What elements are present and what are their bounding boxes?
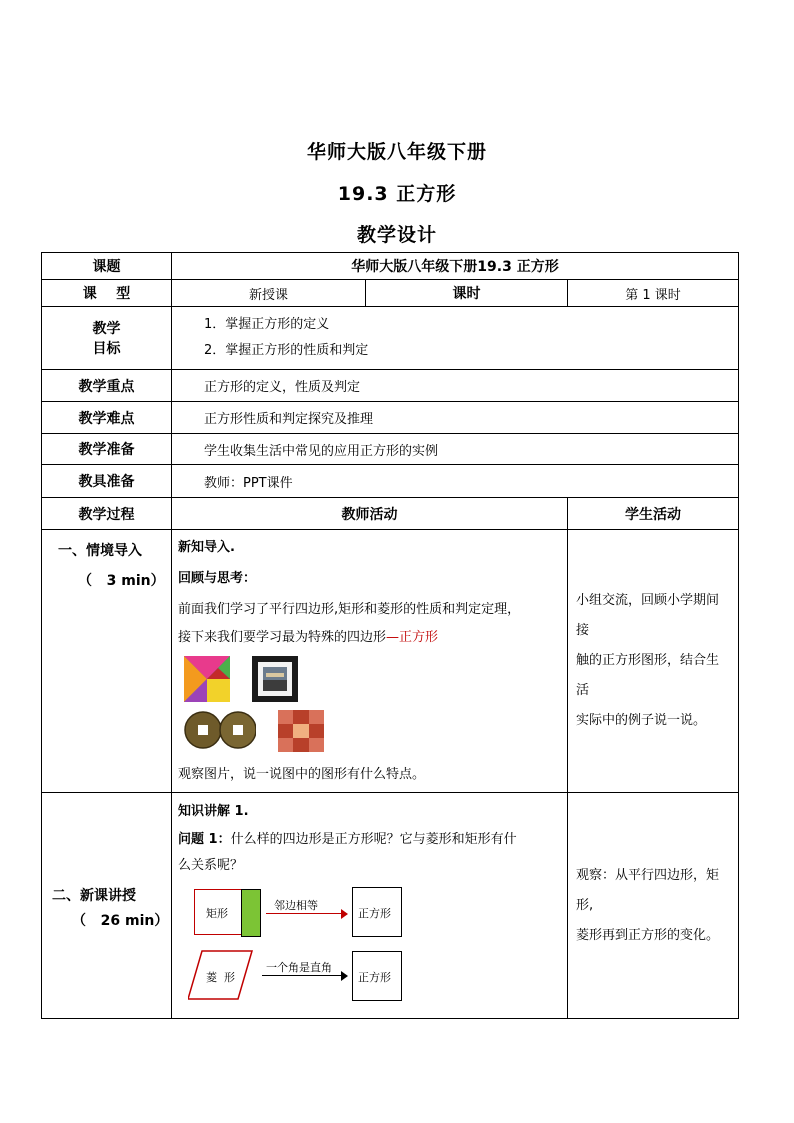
stage2-student-line: 观察：从平行四边形，矩形, xyxy=(576,867,720,913)
lesson-plan-table xyxy=(41,252,739,1019)
row-objectives xyxy=(42,307,739,370)
stage1-student-line: 触的正方形图形，结合生活 xyxy=(576,653,720,698)
objectives-label xyxy=(42,307,172,370)
stage2-teacher-cell xyxy=(172,793,568,1019)
quadrilateral-relationship-diagram xyxy=(184,885,414,1003)
stage2-student-line: 菱形再到正方形的变化。 xyxy=(576,927,720,943)
topic-label: 课题 xyxy=(42,253,172,280)
arrow2-label: 一个角是直角 xyxy=(266,961,332,974)
stage2-heading: 知识讲解 1. xyxy=(178,804,249,819)
rectangle-label: 矩形 xyxy=(206,907,228,920)
student-activity-header: 学生活动 xyxy=(568,498,739,530)
arrow2-line xyxy=(262,975,344,976)
framed-picture-image xyxy=(252,656,298,702)
arrow2-head xyxy=(341,971,348,981)
stage1-para2-highlight: —正方形 xyxy=(386,630,439,645)
stage2-question-line1 xyxy=(178,827,561,853)
stage1-para1: 前面我们学习了平行四边形,矩形和菱形的性质和判定定理， xyxy=(178,602,521,617)
type-label: 课 型 xyxy=(42,280,172,307)
objectives-label-line1: 教学 xyxy=(92,321,121,337)
stage2-question-text: 什么样的四边形是正方形呢？它与菱形和矩形有什 xyxy=(230,832,517,847)
objective-item: 1．掌握正方形的定义 xyxy=(204,317,330,332)
row-tools xyxy=(42,465,739,498)
difficulty-value: 正方形性质和判定探究及推理 xyxy=(172,402,739,434)
stage2-label: 二、新课讲授 xyxy=(52,887,136,904)
row-difficulty xyxy=(42,402,739,434)
difficulty-label: 教学难点 xyxy=(42,402,172,434)
tools-label: 教具准备 xyxy=(42,465,172,498)
period-label: 课时 xyxy=(366,280,568,307)
period-value: 第 1 课时 xyxy=(568,280,739,307)
arrow1-label: 邻边相等 xyxy=(274,899,318,912)
stage1-teacher-cell xyxy=(172,530,568,793)
objectives-label-line2: 目标 xyxy=(92,341,121,357)
stage1-para2 xyxy=(178,624,561,652)
stage1-student-line: 实际中的例子说一说。 xyxy=(576,713,707,728)
type-value: 新授课 xyxy=(172,280,366,307)
coins-image xyxy=(184,710,256,750)
row-prep xyxy=(42,434,739,465)
page-subtitle: 19.3 正方形 xyxy=(337,183,457,205)
row-stage1 xyxy=(42,530,739,793)
teacher-activity-header: 教师活动 xyxy=(172,498,568,530)
stage2-question-prefix: 问题 1： xyxy=(178,832,231,847)
square-examples-row-1 xyxy=(184,656,561,702)
objectives-list xyxy=(172,307,739,370)
stage1-label: 一、情境导入 xyxy=(58,543,142,559)
rectangle-green-strip xyxy=(241,889,261,937)
row-topic xyxy=(42,253,739,280)
square-label-2: 正方形 xyxy=(358,971,391,984)
row-stage2 xyxy=(42,793,739,1019)
prep-label: 教学准备 xyxy=(42,434,172,465)
row-process-header xyxy=(42,498,739,530)
prep-value: 学生收集生活中常见的应用正方形的实例 xyxy=(172,434,739,465)
topic-value: 华师大版八年级下册19.3 正方形 xyxy=(172,253,739,280)
stage2-time: （ 26 min） xyxy=(72,912,169,929)
stage1-time: （ 3 min） xyxy=(78,573,165,589)
tile-pattern-image xyxy=(278,710,324,752)
stage1-student-cell xyxy=(568,530,739,793)
stage1-label-cell xyxy=(42,530,172,793)
stage1-sub: 回顾与思考： xyxy=(178,571,257,586)
tools-value: 教师：PPT课件 xyxy=(172,465,739,498)
square-examples-row-2 xyxy=(184,710,561,752)
row-focus xyxy=(42,370,739,402)
row-type xyxy=(42,280,739,307)
square-label-1: 正方形 xyxy=(358,907,391,920)
focus-label: 教学重点 xyxy=(42,370,172,402)
arrow1-head xyxy=(341,909,348,919)
stage1-student-line: 小组交流，回顾小学期间接 xyxy=(576,593,720,638)
rhombus-label: 菱 形 xyxy=(206,971,235,984)
arrow1-line xyxy=(266,913,344,914)
stage1-para2-prefix: 接下来我们要学习最为特殊的四边形 xyxy=(178,630,387,645)
focus-value: 正方形的定义，性质及判定 xyxy=(172,370,739,402)
stage1-question: 观察图片，说一说图中的图形有什么特点。 xyxy=(178,767,426,782)
process-col-label: 教学过程 xyxy=(42,498,172,530)
stage2-student-cell xyxy=(568,793,739,1019)
objective-item: 2．掌握正方形的性质和判定 xyxy=(204,343,369,358)
stage2-question-line2: 么关系呢？ xyxy=(178,858,244,873)
page-title: 华师大版八年级下册 xyxy=(306,141,487,163)
tangram-image xyxy=(184,656,230,702)
stage1-heading: 新知导入. xyxy=(178,540,235,555)
document-type-title: 教学设计 xyxy=(356,224,437,246)
stage2-label-cell xyxy=(42,793,172,1019)
